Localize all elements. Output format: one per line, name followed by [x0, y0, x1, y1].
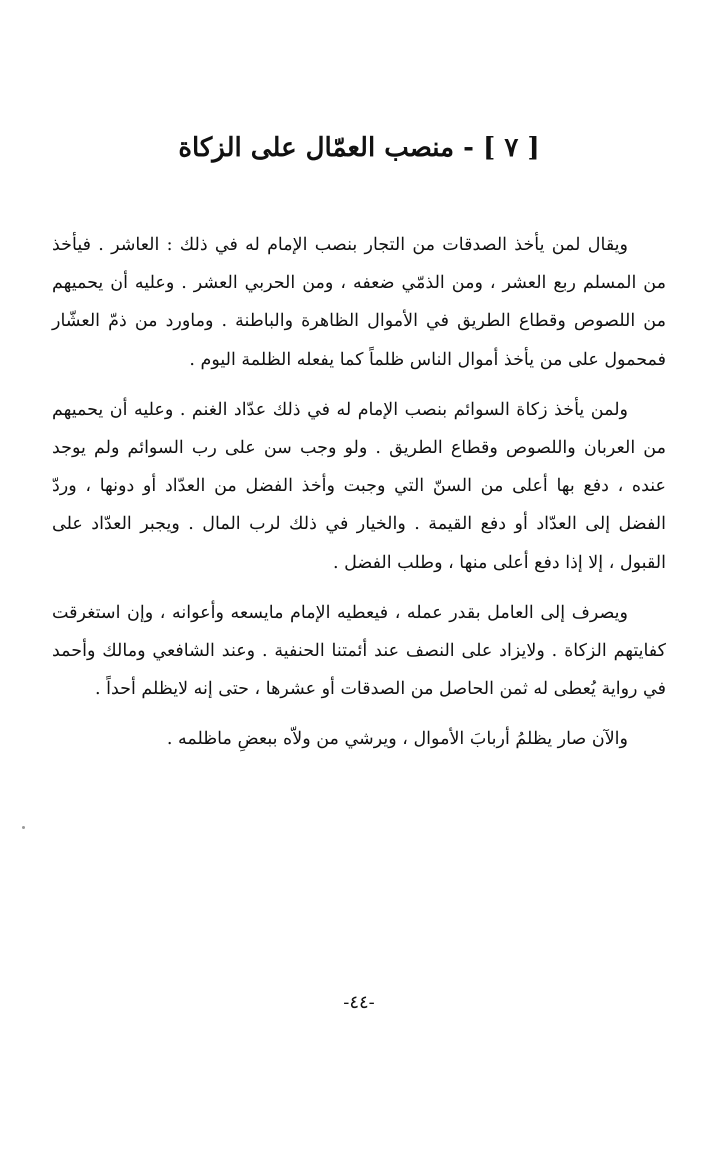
- paragraph-1: ويقال لمن يأخذ الصدقات من التجار بنصب الإمام له في ذلك : العاشر . فيأخذ من المسلم ربع العشر ، ومن الذمّي ضعفه ، ومن الحربي العشر . وعليه أن يحميهم من اللصوص وقطاع الطريق في الأموال الظاهرة والباطنة . وماورد من ذمّ العشّار فمحمول على من يأخذ أموال الناس ظلماً كما يفعله الظلمة اليوم .: [52, 235, 666, 370]
- paragraph-3: ويصرف إلى العامل بقدر عمله ، فيعطيه الإمام مايسعه وأعوانه ، وإن استغرقت كفايتهم الزكاة . ولايزاد على النصف عند أئمتنا الحنفية . وعند الشافعي ومالك وأحمد في رواية يُعطى له ثمن الحاصل من الصدقات أو عشرها ، حتى إنه لايظلم أحداً .: [52, 602, 666, 700]
- paragraph-4: والآن صار يظلمُ أربابَ الأموال ، ويرشي من ولاّه ببعضِ ماظلمه .: [166, 729, 628, 750]
- scan-speck: [22, 826, 25, 829]
- paragraph-2: ولمن يأخذ زكاة السوائم بنصب الإمام له في ذلك عدّاد الغنم . وعليه أن يحميهم من العربان واللصوص وقطاع الطريق . ولو وجب سن على رب السوائم ولم يوجد عنده ، دفع بها أعلى من السنّ التي وجبت وأخذ الفضل من العدّاد أو دونها ، وردّ الفضل إلى العدّاد أو دفع القيمة . والخيار في ذلك لرب المال . ويجبر العدّاد على القبول ، إلا إذا دفع أعلى منها ، وطلب الفضل .: [52, 399, 666, 573]
- page-number: -٤٤-: [343, 992, 375, 1013]
- body-text: [52, 226, 666, 771]
- section-title: [ ٧ ] - منصب العمّال على الزكاة: [178, 133, 540, 163]
